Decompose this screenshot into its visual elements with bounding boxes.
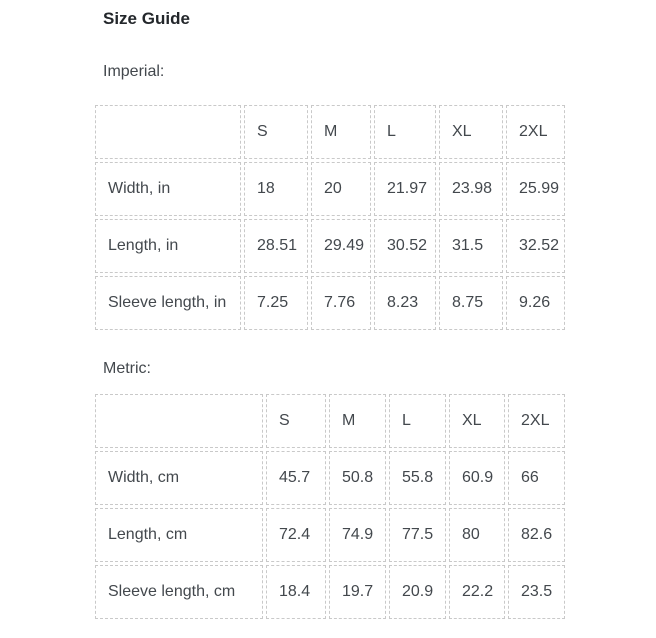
size-value-cell: 28.51	[244, 219, 308, 273]
size-value-cell: 72.4	[266, 508, 326, 562]
corner-cell	[95, 105, 241, 159]
imperial-size-table	[92, 102, 568, 333]
size-column-header: L	[374, 105, 436, 159]
size-value-cell: 9.26	[506, 276, 565, 330]
size-value-cell: 55.8	[389, 451, 446, 505]
size-value-cell: 25.99	[506, 162, 565, 216]
page-title: Size Guide	[103, 9, 190, 28]
size-value-cell: 19.7	[329, 565, 386, 619]
size-value-cell: 29.49	[311, 219, 371, 273]
size-value-cell: 18	[244, 162, 308, 216]
size-value-cell: 7.25	[244, 276, 308, 330]
row-label: Sleeve length, cm	[95, 565, 263, 619]
size-column-header: XL	[439, 105, 503, 159]
size-value-cell: 23.5	[508, 565, 565, 619]
size-value-cell: 74.9	[329, 508, 386, 562]
size-column-header: M	[311, 105, 371, 159]
table-header-row	[95, 394, 565, 448]
metric-size-table	[92, 391, 568, 622]
size-column-header: S	[266, 394, 326, 448]
size-column-header: S	[244, 105, 308, 159]
size-value-cell: 20.9	[389, 565, 446, 619]
size-value-cell: 82.6	[508, 508, 565, 562]
row-label: Length, in	[95, 219, 241, 273]
size-value-cell: 50.8	[329, 451, 386, 505]
row-label: Width, in	[95, 162, 241, 216]
row-label: Length, cm	[95, 508, 263, 562]
row-label: Sleeve length, in	[95, 276, 241, 330]
metric-heading: Metric:	[103, 360, 151, 377]
table-row	[95, 451, 565, 505]
size-column-header: 2XL	[506, 105, 565, 159]
table-row	[95, 276, 565, 330]
size-column-header: L	[389, 394, 446, 448]
size-column-header: M	[329, 394, 386, 448]
table-row	[95, 162, 565, 216]
imperial-heading: Imperial:	[103, 63, 165, 80]
size-value-cell: 21.97	[374, 162, 436, 216]
size-value-cell: 8.23	[374, 276, 436, 330]
size-value-cell: 45.7	[266, 451, 326, 505]
corner-cell	[95, 394, 263, 448]
size-value-cell: 18.4	[266, 565, 326, 619]
size-value-cell: 60.9	[449, 451, 505, 505]
row-label: Width, cm	[95, 451, 263, 505]
size-column-header: 2XL	[508, 394, 565, 448]
size-value-cell: 7.76	[311, 276, 371, 330]
size-value-cell: 31.5	[439, 219, 503, 273]
table-row	[95, 565, 565, 619]
size-value-cell: 20	[311, 162, 371, 216]
size-value-cell: 22.2	[449, 565, 505, 619]
size-column-header: XL	[449, 394, 505, 448]
size-value-cell: 8.75	[439, 276, 503, 330]
size-value-cell: 80	[449, 508, 505, 562]
table-row	[95, 508, 565, 562]
size-value-cell: 77.5	[389, 508, 446, 562]
size-value-cell: 23.98	[439, 162, 503, 216]
table-header-row	[95, 105, 565, 159]
table-row	[95, 219, 565, 273]
size-value-cell: 30.52	[374, 219, 436, 273]
size-value-cell: 32.52	[506, 219, 565, 273]
size-value-cell: 66	[508, 451, 565, 505]
